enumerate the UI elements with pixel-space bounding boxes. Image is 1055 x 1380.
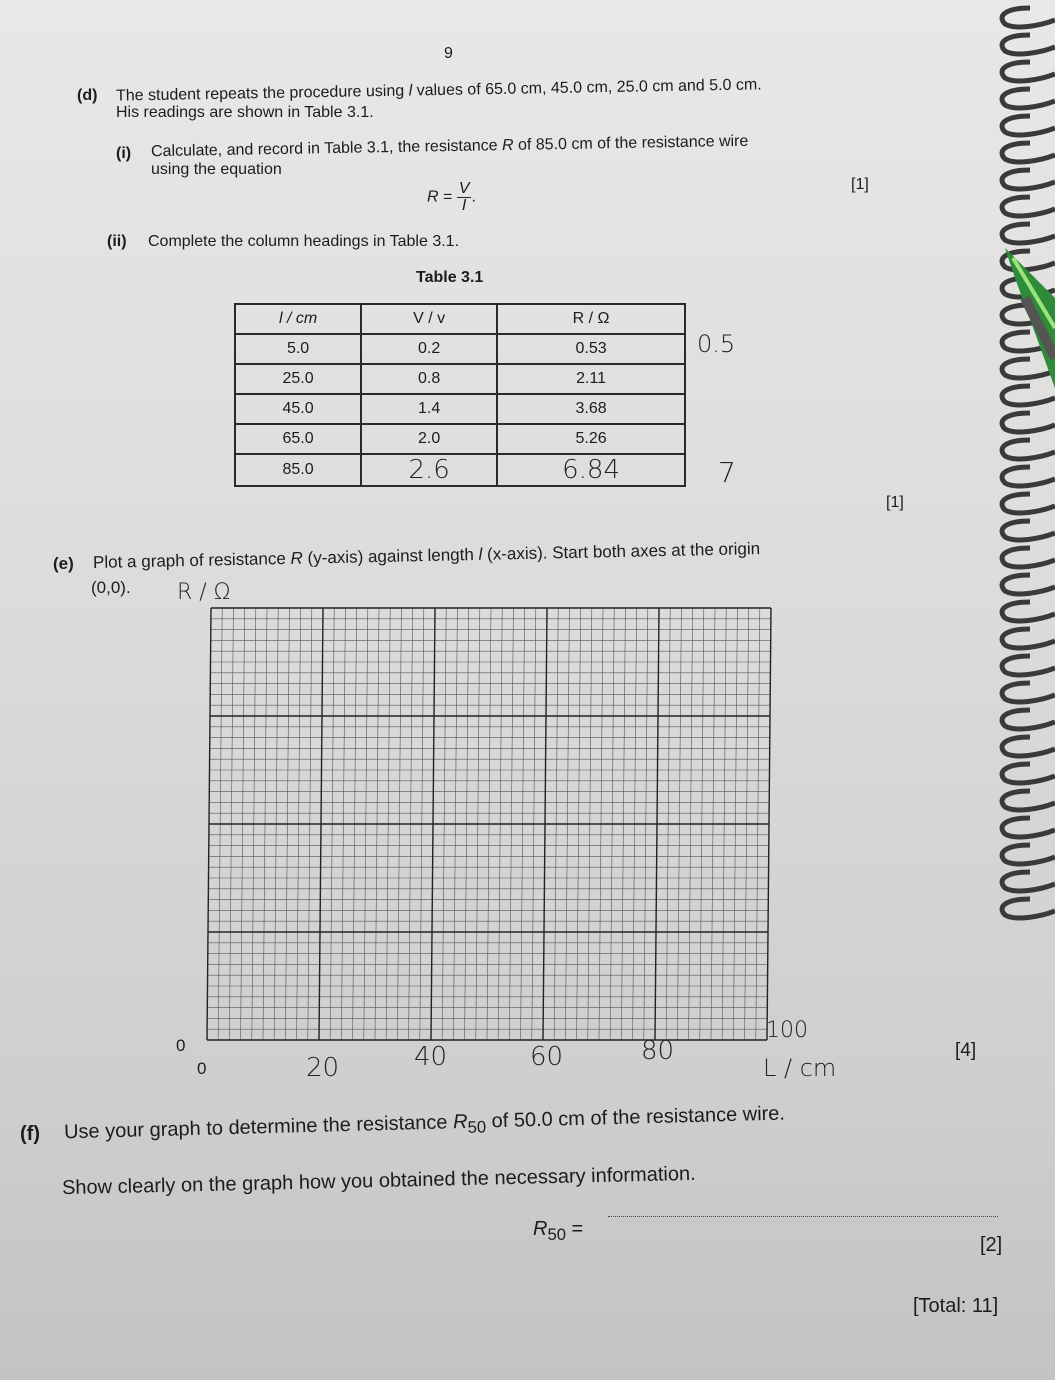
table-row xyxy=(235,424,685,454)
table-title: Table 3.1 xyxy=(416,269,484,286)
table-marks: [1] xyxy=(886,494,904,511)
sub-ii-label: (ii) xyxy=(107,233,127,250)
cell-resistance: 0.53 xyxy=(497,334,685,364)
part-d-line2: His readings are shown in Table 3.1. xyxy=(116,104,374,121)
cell-voltage: 0.2 xyxy=(361,334,497,364)
cell-resistance: 5.26 xyxy=(497,424,685,454)
part-e-line1: Plot a graph of resistance R (y-axis) against length l (x-axis). Start both axes at the origin xyxy=(92,539,761,572)
cell-length: 45.0 xyxy=(235,394,361,424)
cell-voltage: 0.8 xyxy=(361,364,497,394)
cell-voltage: 2.0 xyxy=(361,424,497,454)
spiral-binding xyxy=(975,0,1055,960)
x-tick-0: 0 xyxy=(197,1059,207,1078)
sub-ii-text: Complete the column headings in Table 3.1. xyxy=(148,233,460,250)
header-length: l / cm xyxy=(235,304,361,334)
part-f-label: (f) xyxy=(20,1123,40,1145)
table-row xyxy=(235,454,685,486)
x-tick-100: 100 xyxy=(766,1018,808,1043)
total-marks: [Total: 11] xyxy=(913,1295,999,1317)
hand-y-axis-label: R / Ω xyxy=(177,580,231,605)
sub-i-marks: [1] xyxy=(851,176,869,193)
cell-voltage: 1.4 xyxy=(361,394,497,424)
table-header-row xyxy=(235,304,685,334)
part-e-marks: [4] xyxy=(955,1040,977,1061)
y-axis-zero: 0 xyxy=(176,1036,186,1055)
hand-x-axis-label: L / cm xyxy=(763,1054,837,1082)
sub-i-line2: using the equation xyxy=(151,161,282,178)
equation: R = $\frac{V}{I}$ . xyxy=(427,180,476,214)
table-3-1 xyxy=(234,303,686,487)
x-tick-20: 20 xyxy=(306,1053,340,1083)
table-row xyxy=(235,364,685,394)
x-tick-40: 40 xyxy=(414,1042,448,1072)
cell-resistance-handwritten: 6.84 xyxy=(497,454,685,486)
part-e-label: (e) xyxy=(53,554,74,573)
header-voltage: V / v xyxy=(361,304,497,334)
header-resistance: R / Ω xyxy=(497,304,685,334)
cell-length: 65.0 xyxy=(235,424,361,454)
sub-i-label: (i) xyxy=(116,145,132,162)
cell-resistance: 2.11 xyxy=(497,364,685,394)
part-f-line1: Use your graph to determine the resistance $R_{50}$ of 50.0 cm of the resistance wire. xyxy=(63,1102,786,1144)
page-number: 9 xyxy=(444,45,453,62)
part-f-line2: Show clearly on the graph how you obtained the necessary information. xyxy=(61,1162,696,1200)
answer-label: $R_{50}$ = xyxy=(533,1218,584,1244)
answer-line[interactable] xyxy=(608,1216,998,1217)
x-tick-80: 80 xyxy=(641,1036,675,1066)
part-e-line2: (0,0). xyxy=(91,578,131,597)
cell-voltage-handwritten: 2.6 xyxy=(361,454,497,486)
table-row xyxy=(235,334,685,364)
green-pen xyxy=(995,238,1055,438)
part-d-line1: The student repeats the procedure using l values of 65.0 cm, 45.0 cm, 25.0 cm and 5.0 cm. xyxy=(115,76,762,105)
part-d-label: (d) xyxy=(77,87,98,104)
margin-note-bottom: 7 xyxy=(718,456,736,489)
cell-resistance: 3.68 xyxy=(497,394,685,424)
x-tick-60: 60 xyxy=(530,1042,564,1072)
part-f-marks: [2] xyxy=(980,1234,1003,1256)
sub-i-line1: Calculate, and record in Table 3.1, the resistance R of 85.0 cm of the resistance wire xyxy=(150,132,749,161)
cell-length: 25.0 xyxy=(235,364,361,394)
cell-length: 5.0 xyxy=(235,334,361,364)
table-row xyxy=(235,394,685,424)
graph-grid[interactable] xyxy=(205,604,777,1044)
margin-note-top: 0.5 xyxy=(697,330,736,358)
cell-length: 85.0 xyxy=(235,454,361,486)
